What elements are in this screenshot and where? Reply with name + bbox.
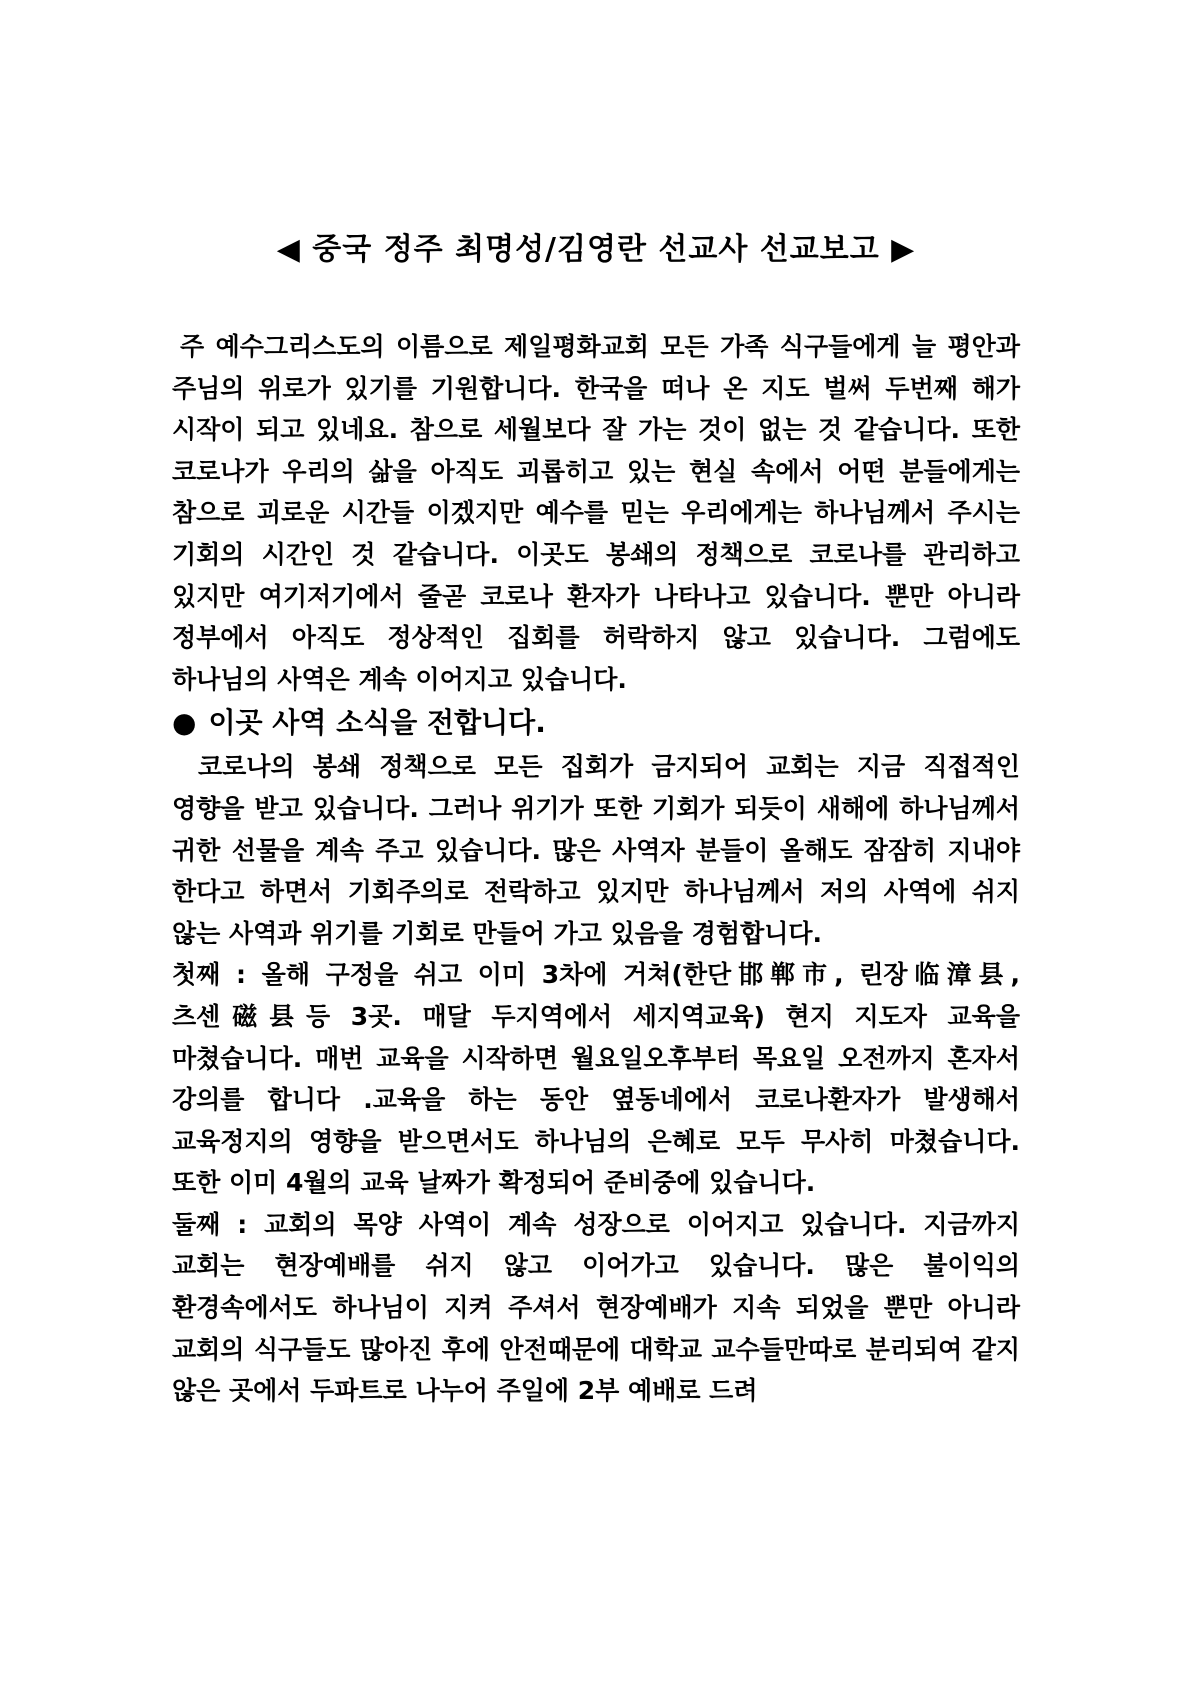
first-item-text: 올해 구정을 쉬고 이미 3차에 거쳐(한단邯郸市, 린장临漳县, 츠센磁县등 3곳. 매달 두지역에서 세지역교육) 현지 지도자 교육을 마쳤습니다. 매번 교육을 시작하면 월요일오후부터 목요일 오전까지 혼자서 강의를 합니다 .교육을 하는 동안 옆동네에서 코로나환자가 발생해서 교육정지의 영향을 받으면서도 하나님의 은혜로 모두 무사히 마쳤습니다. 또한 이미 4월의 교육 날짜가 확정되어 준비중에 있습니다. (172, 960, 1020, 1198)
section-body-paragraph: 코로나의 봉쇄 정책으로 모든 집회가 금지되어 교회는 지금 직접적인 영향을 받고 있습니다. 그러나 위기가 또한 기회가 되듯이 새해에 하나님께서 귀한 선물을 계속 주고 있습니다. 많은 사역자 분들이 올해도 잠잠히 지내야 한다고 하면서 기회주의로 전락하고 있지만 하나님께서 저의 사역에 쉬지 않는 사역과 위기를 기회로 만들어 가고 있음을 경험합니다. (172, 752, 1020, 948)
second-item-text: 교회의 목양 사역이 계속 성장으로 이어지고 있습니다. 지금까지 교회는 현장예배를 쉬지 않고 이어가고 있습니다. 많은 불이익의 환경속에서도 하나님이 지켜 주셔서 현장예배가 지속 되었을 뿐만 아니라 교회의 식구들도 많아진 후에 안전때문에 대학교 교수들만따로 분리되여 같지 않은 곳에서 두파트로 나누어 주일에 2부 예배로 드려 (172, 1209, 1020, 1406)
bullet-icon: ● (172, 706, 197, 740)
section-heading (172, 700, 1020, 746)
second-item-label: 둘째 : (172, 1209, 248, 1239)
intro-paragraph: 주 예수그리스도의 이름으로 제일평화교회 모든 가족 식구들에게 늘 평안과 주님의 위로가 있기를 기원합니다. 한국을 떠나 온 지도 벌써 두번째 해가 시작이 되고 있네요. 참으로 세월보다 잘 가는 것이 없는 것 같습니다. 또한 코로나가 우리의 삶을 아직도 괴롭히고 있는 현실 속에서 어떤 분들에게는 참으로 괴로운 시간들 이겠지만 예수를 믿는 우리에게는 하나님께서 주시는 기회의 시간인 것 같습니다. 이곳도 봉쇄의 정책으로 코로나를 관리하고 있지만 여기저기에서 줄곧 코로나 환자가 나타나고 있습니다. 뿐만 아니라 정부에서 아직도 정상적인 집회를 허락하지 않고 있습니다. 그럼에도 하나님의 사역은 계속 이어지고 있습니다. (172, 332, 1020, 694)
section-heading-text: 이곳 사역 소식을 전합니다. (208, 706, 546, 740)
second-item-paragraph (172, 1204, 1020, 1412)
document-title: ◀ 중국 정주 최명성/김영란 선교사 선교보고 ▶ (276, 232, 916, 267)
document-page (172, 228, 1020, 1412)
first-item-label: 첫째 : (172, 960, 246, 990)
first-item-paragraph (172, 954, 1020, 1204)
